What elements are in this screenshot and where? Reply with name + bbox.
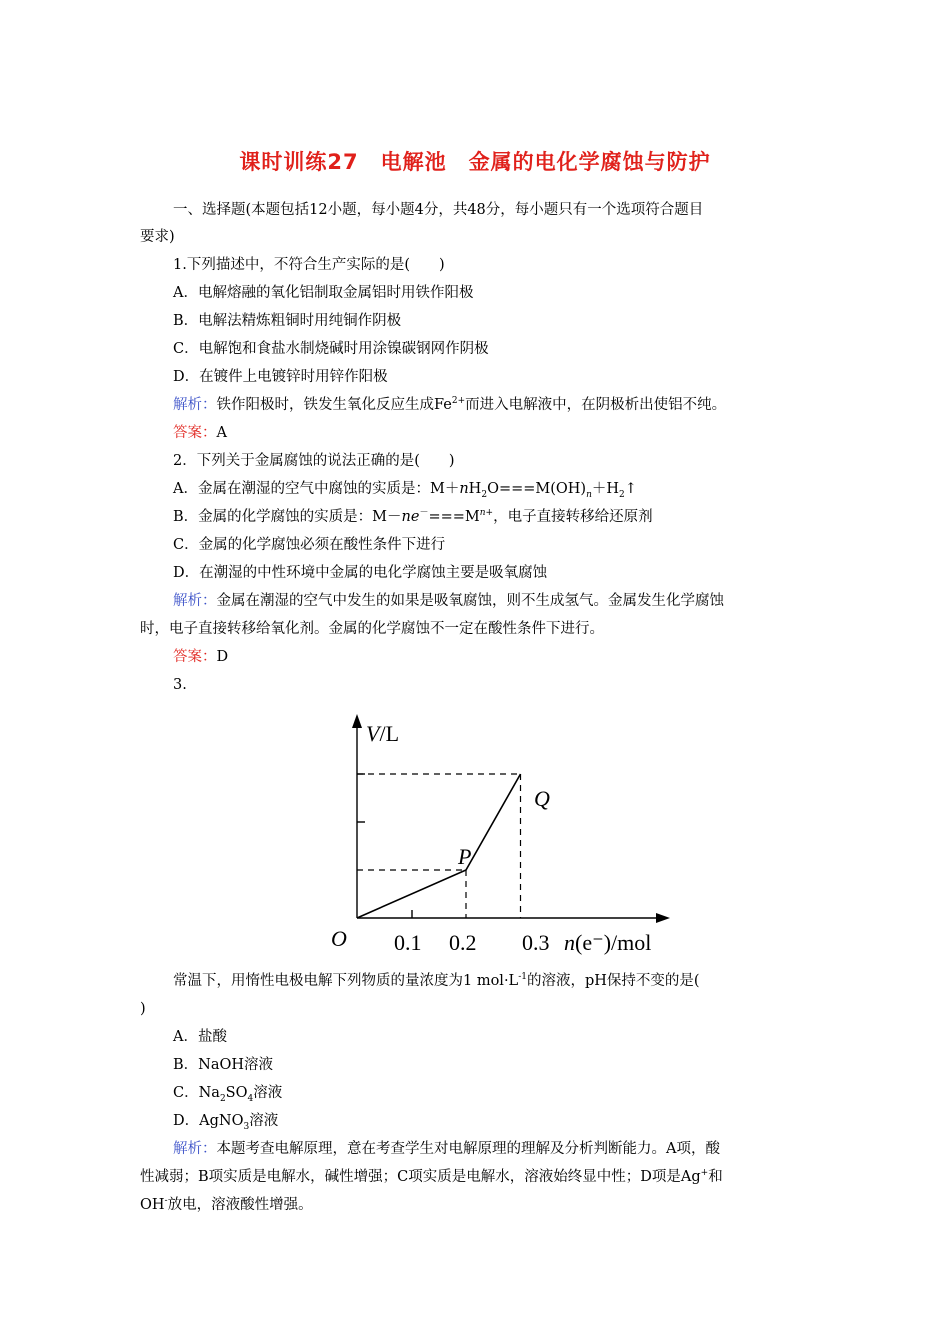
q1-answer: 答案：A: [173, 425, 227, 441]
q2-analysis-line2: 时，电子直接转移给氧化剂。金属的化学腐蚀不一定在酸性条件下进行。: [140, 621, 604, 637]
x-tick-label: 0.2: [449, 930, 477, 955]
q1-option-c: C．电解饱和食盐水制烧碱时用涂镍碳钢网作阴极: [173, 341, 489, 357]
q1-option-b: B．电解法精炼粗铜时用纯铜作阴极: [173, 313, 402, 329]
q1-stem: 1.下列描述中，不符合生产实际的是( ): [173, 257, 445, 273]
page-title: 课时训练27 电解池 金属的电化学腐蚀与防护: [239, 150, 711, 174]
answer-label: 答案：: [173, 425, 217, 441]
q3-stem-line1: 常温下，用惰性电极电解下列物质的量浓度为1 $mol\cdot L^{-1}$的溶液，pH保持不变的是(: [173, 972, 700, 989]
point-label-q: Q: [534, 786, 550, 811]
q2-option-a: A．金属在潮湿的空气中腐蚀的实质是：$M+nH_2O===M(OH)_n+H_2↑$: [173, 481, 637, 500]
q3-analysis-line3: OH-放电，溶液酸性增强。: [140, 1196, 313, 1213]
q3-option-a: A．盐酸: [173, 1029, 227, 1045]
section-heading-line1: 一、选择题(本题包括12小题，每小题4分，共48分，每小题只有一个选项符合题目: [173, 202, 704, 218]
q3-option-b: B．NaOH溶液: [173, 1057, 274, 1073]
point-label-o: O: [331, 926, 347, 951]
q3-graph: [320, 706, 680, 962]
x-axis-label: n(e⁻)/mol: [564, 930, 652, 955]
q3-analysis-line2: 性减弱；B项实质是电解水，碱性增强；C项实质是电解水，溶液始终显中性；D项是Ag+和: [140, 1168, 723, 1185]
point-label-p: P: [458, 844, 472, 869]
answer-label: 答案：: [173, 649, 217, 665]
y-axis-arrow: [352, 714, 362, 728]
q1-option-d: D．在镀件上电镀锌时用锌作阳极: [173, 369, 388, 385]
section-heading-line2: 要求): [140, 229, 175, 245]
q2-option-d: D．在潮湿的中性环境中金属的电化学腐蚀主要是吸氧腐蚀: [173, 565, 548, 581]
q3-option-c: C．$Na_2SO_4$溶液: [173, 1085, 283, 1104]
x-tick-label: 0.3: [522, 930, 550, 955]
x-tick-label: 0.1: [394, 930, 422, 955]
q3-option-d: D．AgNO$_3$溶液: [173, 1113, 279, 1132]
q1-analysis: 解析：铁作阳极时，铁发生氧化反应生成$Fe^{2+}$而进入电解液中，在阴极析出使铝不纯。: [173, 396, 727, 413]
q3-analysis-line1: 解析：本题考查电解原理，意在考查学生对电解原理的理解及分析判断能力。A项，酸: [173, 1141, 720, 1157]
q2-option-c: C．金属的化学腐蚀必须在酸性条件下进行: [173, 537, 446, 553]
q2-stem: 2．下列关于金属腐蚀的说法正确的是( ): [173, 453, 455, 469]
q2-answer: 答案：D: [173, 649, 229, 665]
y-axis-label: V/L: [366, 721, 400, 746]
q2-analysis-line1: 解析：金属在潮湿的空气中发生的如果是吸氧腐蚀，则不生成氢气。金属发生化学腐蚀: [173, 593, 724, 609]
q2-option-b: B．金属的化学腐蚀的实质是：$M-ne^-===M^{n+}$，电子直接转移给还原剂: [173, 508, 653, 525]
q1-option-a: A．电解熔融的氧化铝制取金属铝时用铁作阳极: [173, 285, 474, 301]
q3-number: 3.: [173, 677, 187, 693]
analysis-label: 解析：: [173, 1141, 217, 1157]
analysis-label: 解析：: [173, 397, 217, 413]
series-line: [357, 774, 521, 918]
x-axis-arrow: [656, 913, 670, 923]
analysis-label: 解析：: [173, 593, 217, 609]
q3-stem-line2: ): [140, 1001, 146, 1017]
